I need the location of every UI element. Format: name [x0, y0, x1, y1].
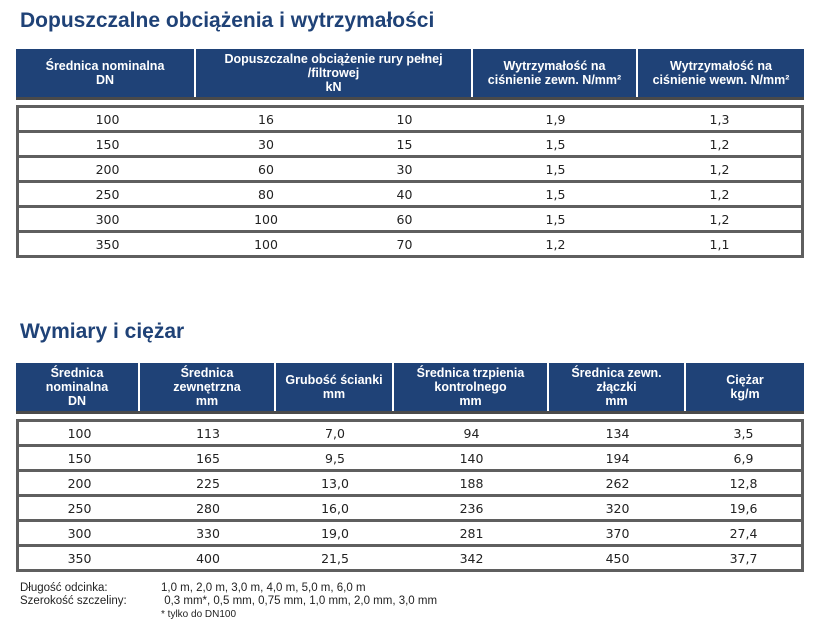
table-cell: 40	[336, 183, 473, 208]
table-row	[16, 472, 804, 497]
table-cell: 280	[140, 497, 276, 522]
table-cell: 30	[196, 133, 336, 158]
column-header: Średnica trzpienia kontrolnego mm	[394, 363, 549, 411]
header-int-pressure: Wytrzymałość na ciśnienie wewn. N/mm²	[638, 49, 804, 97]
table-cell: 80	[196, 183, 336, 208]
column-header: Ciężar kg/m	[686, 363, 804, 411]
table-row	[16, 547, 804, 572]
table-cell: 134	[549, 419, 686, 447]
table-cell: 342	[394, 547, 549, 572]
table-cell: 1,1	[638, 233, 804, 258]
table-cell: 150	[16, 133, 196, 158]
table-cell: 320	[549, 497, 686, 522]
table-cell: 1,5	[473, 208, 638, 233]
table-row	[16, 522, 804, 547]
table-cell: 100	[16, 419, 140, 447]
table-cell: 19,0	[276, 522, 394, 547]
table-cell: 450	[549, 547, 686, 572]
table-cell: 21,5	[276, 547, 394, 572]
table-row	[16, 497, 804, 522]
table-cell: 100	[16, 105, 196, 133]
table-cell: 100	[196, 208, 336, 233]
table-cell: 13,0	[276, 472, 394, 497]
loads-table	[16, 49, 804, 258]
column-header: Średnica zewnętrzna mm	[140, 363, 276, 411]
table-cell: 262	[549, 472, 686, 497]
table-cell: 400	[140, 547, 276, 572]
table-cell: 1,5	[473, 133, 638, 158]
table-cell: 10	[336, 105, 473, 133]
table-cell: 113	[140, 419, 276, 447]
table-cell: 194	[549, 447, 686, 472]
dimensions-table	[16, 363, 804, 572]
header-dn: Średnica nominalna DN	[16, 49, 196, 97]
section-title-loads: Dopuszczalne obciążenia i wytrzymałości	[20, 9, 435, 32]
table-cell: 350	[16, 233, 196, 258]
table-row	[16, 158, 804, 183]
table-cell: 150	[16, 447, 140, 472]
table-cell: 94	[394, 419, 549, 447]
footer-notes	[20, 582, 437, 621]
table-cell: 236	[394, 497, 549, 522]
table-cell: 1,3	[638, 105, 804, 133]
table-cell: 3,5	[686, 419, 804, 447]
table-cell: 300	[16, 208, 196, 233]
length-label: Długość odcinka:	[20, 582, 108, 594]
table-cell: 200	[16, 158, 196, 183]
table-row	[16, 183, 804, 208]
table-cell: 7,0	[276, 419, 394, 447]
table-cell: 19,6	[686, 497, 804, 522]
slot-value: 0,3 mm*, 0,5 mm, 0,75 mm, 1,0 mm, 2,0 mm, 3,0 mm	[161, 595, 438, 607]
footnote: * tylko do DN100	[161, 609, 237, 620]
table-row	[16, 447, 804, 472]
table-cell: 60	[336, 208, 473, 233]
table-cell: 15	[336, 133, 473, 158]
table-row	[16, 133, 804, 158]
table-cell: 281	[394, 522, 549, 547]
table-cell: 6,9	[686, 447, 804, 472]
table-cell: 100	[196, 233, 336, 258]
table-cell: 27,4	[686, 522, 804, 547]
table-cell: 200	[16, 472, 140, 497]
table-row	[16, 208, 804, 233]
length-value: 1,0 m, 2,0 m, 3,0 m, 4,0 m, 5,0 m, 6,0 m	[161, 582, 366, 594]
table-row	[16, 419, 804, 447]
table-cell: 1,2	[638, 158, 804, 183]
table-cell: 188	[394, 472, 549, 497]
table-cell: 1,2	[638, 183, 804, 208]
table-cell: 370	[549, 522, 686, 547]
table-cell: 1,5	[473, 158, 638, 183]
header-load: Dopuszczalne obciążenie rury pełnej /filtrowej kN	[196, 49, 473, 97]
table-cell: 60	[196, 158, 336, 183]
slot-label: Szerokość szczeliny:	[20, 595, 127, 607]
table-cell: 16,0	[276, 497, 394, 522]
table-cell: 300	[16, 522, 140, 547]
table-cell: 1,2	[638, 208, 804, 233]
table-cell: 30	[336, 158, 473, 183]
table-cell: 1,2	[473, 233, 638, 258]
section-title-dimensions: Wymiary i ciężar	[20, 320, 185, 343]
table-cell: 1,2	[638, 133, 804, 158]
column-header: Średnica nominalna DN	[16, 363, 140, 411]
column-header: Grubość ścianki mm	[276, 363, 394, 411]
table-cell: 250	[16, 497, 140, 522]
column-header: Średnica zewn. złączki mm	[549, 363, 686, 411]
table-cell: 37,7	[686, 547, 804, 572]
table-row	[16, 233, 804, 258]
table-cell: 12,8	[686, 472, 804, 497]
table-cell: 140	[394, 447, 549, 472]
header-ext-pressure: Wytrzymałość na ciśnienie zewn. N/mm²	[473, 49, 638, 97]
table-cell: 250	[16, 183, 196, 208]
table-cell: 70	[336, 233, 473, 258]
table-row	[16, 105, 804, 133]
table-cell: 165	[140, 447, 276, 472]
table-cell: 9,5	[276, 447, 394, 472]
table-cell: 225	[140, 472, 276, 497]
table-cell: 1,9	[473, 105, 638, 133]
table-cell: 350	[16, 547, 140, 572]
table-cell: 1,5	[473, 183, 638, 208]
table-cell: 330	[140, 522, 276, 547]
table-cell: 16	[196, 105, 336, 133]
